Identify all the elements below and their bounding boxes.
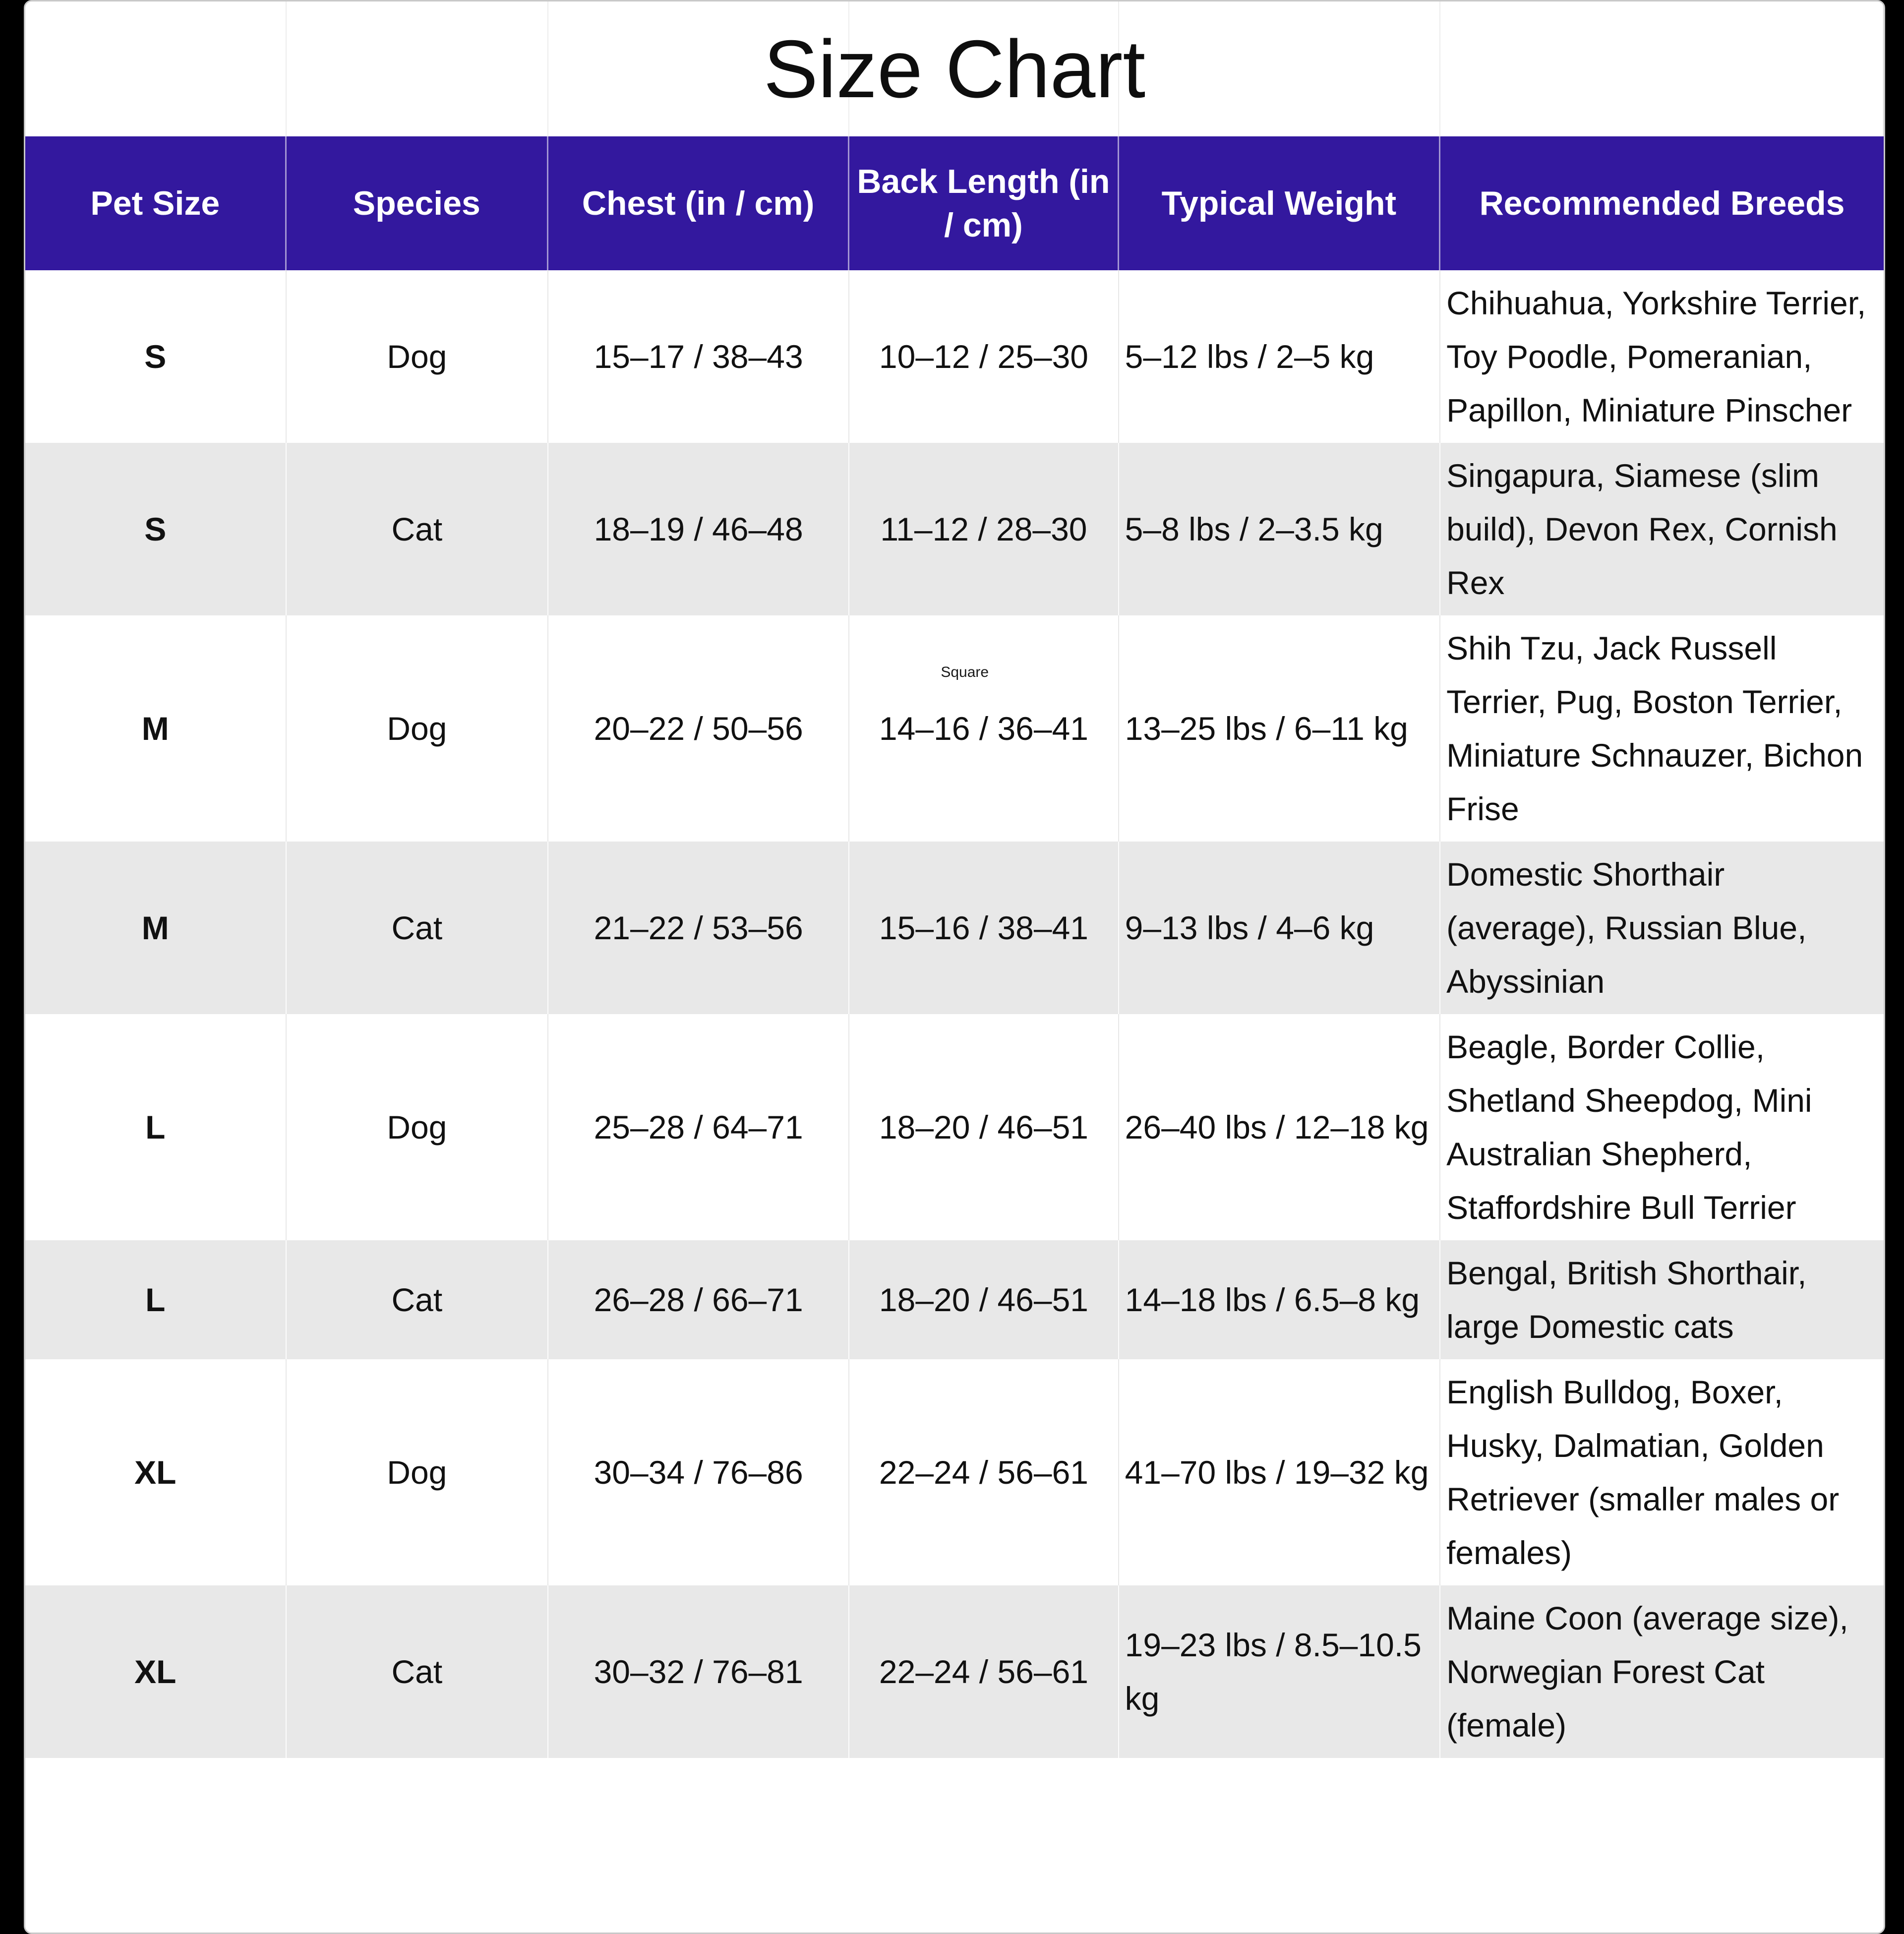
- square-artifact-text: Square: [941, 664, 989, 681]
- cell-text: 26–40 lbs / 12–18 kg: [1125, 1109, 1429, 1146]
- table-cell: [25, 1014, 287, 1240]
- cell-text: S: [144, 511, 167, 547]
- table-cell: [849, 1359, 1119, 1585]
- table-cell: [287, 1585, 548, 1758]
- table-row: [25, 270, 1884, 443]
- table-cell: [1440, 1585, 1884, 1758]
- table-cell: [1440, 443, 1884, 615]
- table-cell: [1440, 615, 1884, 842]
- cell-text: S: [144, 338, 167, 375]
- table-cell: [1440, 1359, 1884, 1585]
- cell-text: XL: [134, 1454, 177, 1491]
- table-cell: [25, 1359, 287, 1585]
- table-cell: [849, 270, 1119, 443]
- cell-text: Cat: [391, 1653, 443, 1690]
- table-cell: [1119, 1014, 1440, 1240]
- cell-text: 41–70 lbs / 19–32 kg: [1125, 1454, 1429, 1491]
- header-cell-5: Recommended Breeds: [1479, 184, 1845, 222]
- table-cell: [548, 1585, 849, 1758]
- table-cell: [1119, 842, 1440, 1014]
- table-cell: [287, 615, 548, 842]
- table-row: [25, 1240, 1884, 1359]
- table-cell: [25, 270, 287, 443]
- cell-text: 15–16 / 38–41: [879, 909, 1088, 946]
- table-cell: [25, 1585, 287, 1758]
- header-cell-3: Back Length (in / cm): [849, 136, 1119, 270]
- cell-text: Dog: [387, 338, 447, 375]
- header-row: [25, 136, 1884, 270]
- cell-text: 14–16 / 36–41: [879, 710, 1088, 747]
- table-row: [25, 1359, 1884, 1585]
- size-chart-card: [24, 0, 1885, 1934]
- table-cell: [548, 443, 849, 615]
- cell-text: 22–24 / 56–61: [879, 1454, 1088, 1491]
- table-cell: [1440, 842, 1884, 1014]
- cell-text: Singapura, Siamese (slim build), Devon Rex, Cornish Rex: [1446, 457, 1838, 601]
- cell-text: 15–17 / 38–43: [594, 338, 803, 375]
- cell-text: English Bulldog, Boxer, Husky, Dalmatian, Golden Retriever (smaller males or females): [1446, 1374, 1840, 1571]
- cell-text: Beagle, Border Collie, Shetland Sheepdog, Mini Australian Shepherd, Staffordshire Bull Terrier: [1446, 1028, 1812, 1226]
- table-cell: [849, 615, 1119, 842]
- table-cell: [849, 1585, 1119, 1758]
- cell-text: 18–20 / 46–51: [879, 1281, 1088, 1318]
- cell-text: Dog: [387, 1109, 447, 1146]
- table-cell: [1440, 270, 1884, 443]
- table-cell: [1119, 1359, 1440, 1585]
- cell-text: L: [145, 1281, 166, 1318]
- table-cell: [548, 1240, 849, 1359]
- table-cell: [1119, 270, 1440, 443]
- cell-text: 22–24 / 56–61: [879, 1653, 1088, 1690]
- header-cell-0: Pet Size: [25, 136, 287, 270]
- cell-text: 18–19 / 46–48: [594, 511, 803, 547]
- cell-text: Dog: [387, 1454, 447, 1491]
- table-cell: [548, 1359, 849, 1585]
- title-band: [25, 1, 1884, 136]
- table-cell: [287, 1240, 548, 1359]
- cell-text: M: [141, 909, 169, 946]
- table-row: [25, 1014, 1884, 1240]
- cell-text: XL: [134, 1653, 177, 1690]
- cell-text: Chihuahua, Yorkshire Terrier, Toy Poodle, Pomeranian, Papillon, Miniature Pinscher: [1446, 285, 1866, 428]
- table-cell: [548, 270, 849, 443]
- page-title: Size Chart: [763, 23, 1146, 115]
- table-cell: [1119, 443, 1440, 615]
- cell-text: Shih Tzu, Jack Russell Terrier, Pug, Boston Terrier, Miniature Schnauzer, Bichon Frise: [1446, 630, 1863, 827]
- table-cell: [287, 270, 548, 443]
- header-cell-1: Species: [287, 136, 548, 270]
- table-cell: [1440, 1240, 1884, 1359]
- cell-text: L: [145, 1109, 166, 1146]
- table-body: [25, 270, 1884, 1758]
- table-row: [25, 1585, 1884, 1758]
- cell-text: Dog: [387, 710, 447, 747]
- table-cell: [849, 842, 1119, 1014]
- table-cell: [25, 615, 287, 842]
- cell-text: 19–23 lbs / 8.5–10.5 kg: [1125, 1627, 1422, 1717]
- header-cell-4: Typical Weight: [1119, 136, 1440, 270]
- cell-text: Domestic Shorthair (average), Russian Blue, Abyssinian: [1446, 856, 1807, 1000]
- cell-text: Maine Coon (average size), Norwegian Forest Cat (female): [1446, 1600, 1848, 1744]
- cell-text: 26–28 / 66–71: [594, 1281, 803, 1318]
- table-cell: [849, 1240, 1119, 1359]
- table-cell: [548, 842, 849, 1014]
- table-row: [25, 443, 1884, 615]
- table-cell: [287, 1359, 548, 1585]
- cell-text: Cat: [391, 1281, 443, 1318]
- table-cell: [849, 1014, 1119, 1240]
- table-cell: [287, 1014, 548, 1240]
- cell-text: 5–12 lbs / 2–5 kg: [1125, 338, 1374, 375]
- table-cell: [548, 1014, 849, 1240]
- cell-text: 5–8 lbs / 2–3.5 kg: [1125, 511, 1383, 547]
- table-row: [25, 615, 1884, 842]
- table-cell: [287, 842, 548, 1014]
- table-cell: [1119, 1585, 1440, 1758]
- cell-text: Bengal, British Shorthair, large Domestic cats: [1446, 1255, 1807, 1345]
- table-cell: [849, 443, 1119, 615]
- header-cell-2: Chest (in / cm): [548, 136, 849, 270]
- cell-text: M: [141, 710, 169, 747]
- cell-text: 11–12 / 28–30: [880, 511, 1087, 547]
- table-cell: [287, 443, 548, 615]
- cell-text: 30–32 / 76–81: [594, 1653, 803, 1690]
- table-cell: [25, 1240, 287, 1359]
- table-cell: [25, 842, 287, 1014]
- table-row: [25, 842, 1884, 1014]
- cell-text: 14–18 lbs / 6.5–8 kg: [1125, 1281, 1420, 1318]
- table-cell: [1119, 1240, 1440, 1359]
- cell-text: 18–20 / 46–51: [879, 1109, 1088, 1146]
- table-cell: [1119, 615, 1440, 842]
- cell-text: 13–25 lbs / 6–11 kg: [1125, 710, 1408, 747]
- table-cell: [548, 615, 849, 842]
- cell-text: 10–12 / 25–30: [879, 338, 1088, 375]
- cell-text: 21–22 / 53–56: [594, 909, 803, 946]
- table-cell: [1440, 1014, 1884, 1240]
- cell-text: 20–22 / 50–56: [594, 710, 803, 747]
- table-cell: [25, 443, 287, 615]
- cell-text: Cat: [391, 511, 443, 547]
- cell-text: 25–28 / 64–71: [594, 1109, 803, 1146]
- cell-text: 9–13 lbs / 4–6 kg: [1125, 909, 1374, 946]
- cell-text: 30–34 / 76–86: [594, 1454, 803, 1491]
- cell-text: Cat: [391, 909, 443, 946]
